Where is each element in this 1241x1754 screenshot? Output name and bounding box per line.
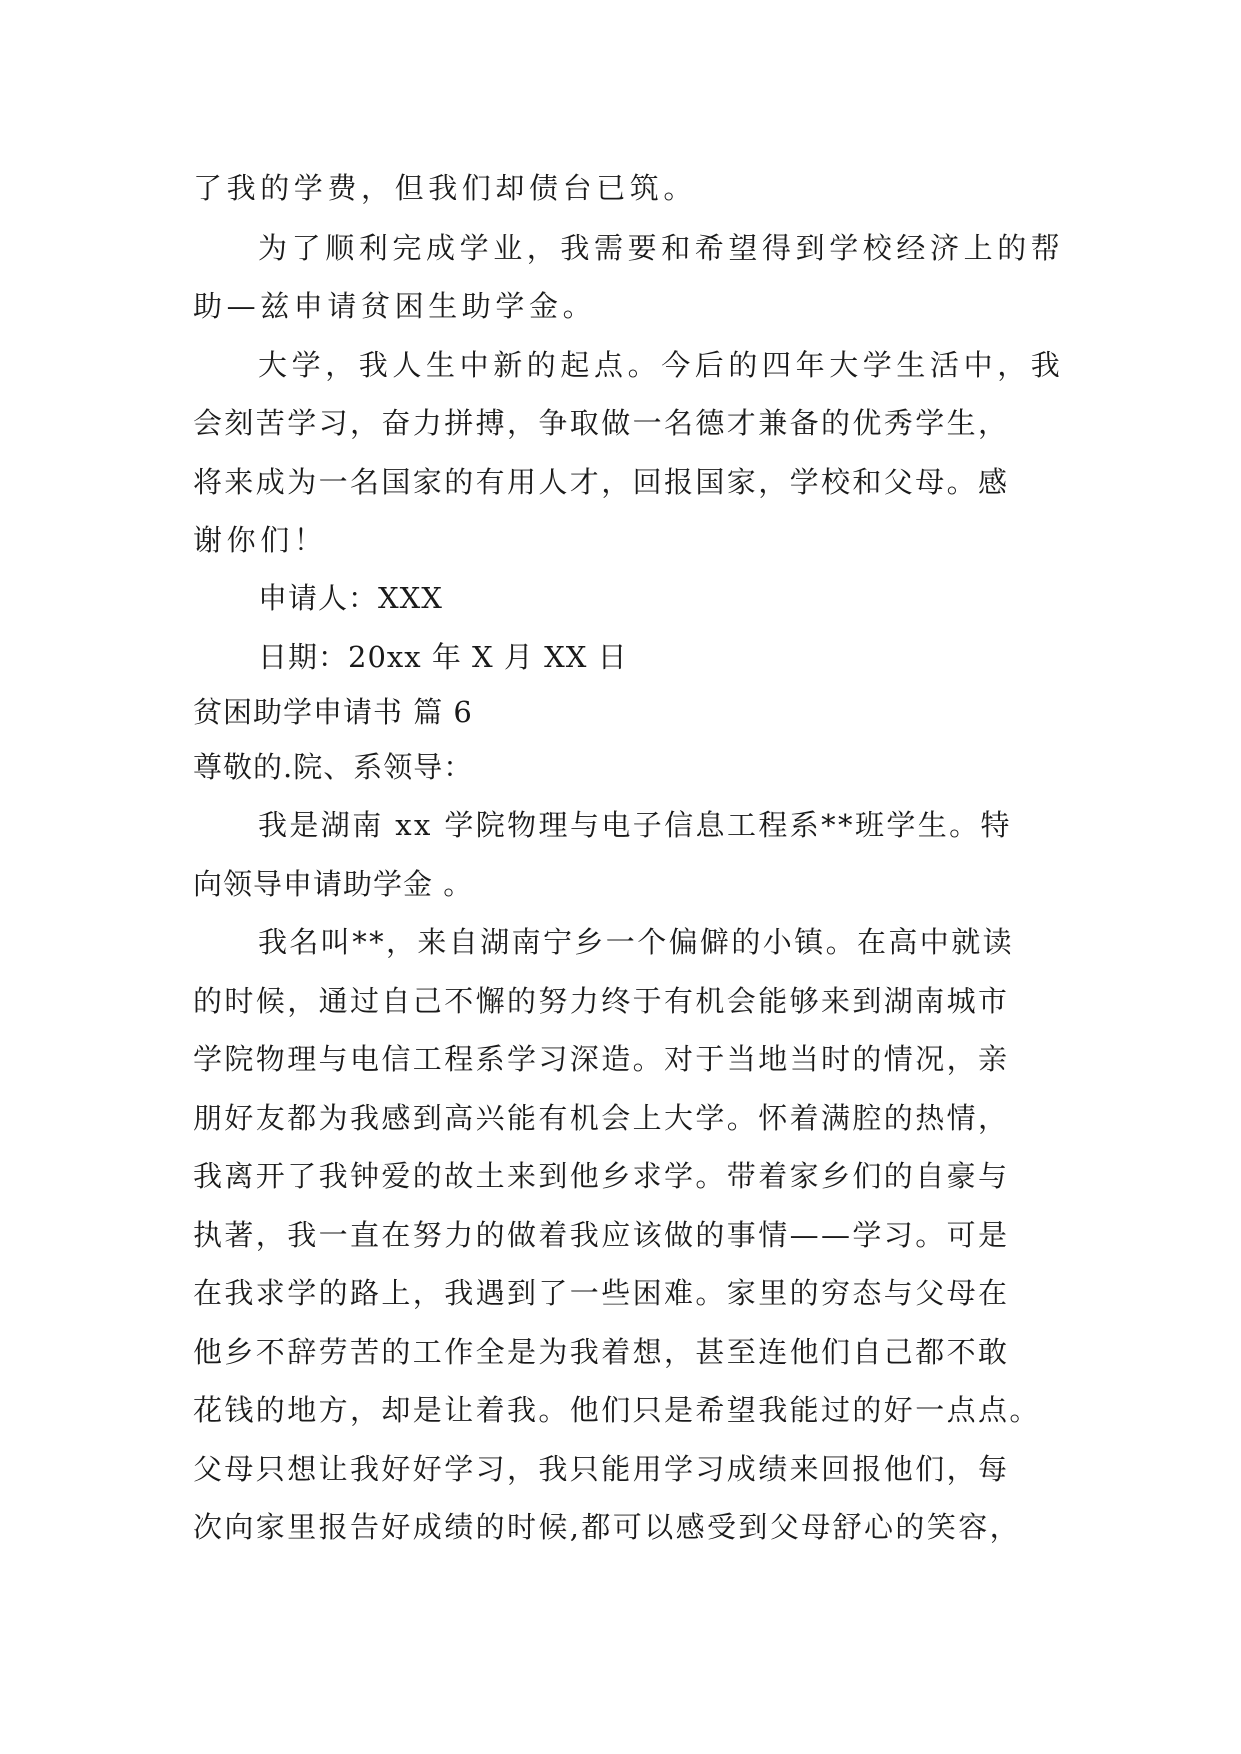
- paragraph-line: 我名叫**，来自湖南宁乡一个偏僻的小镇。在高中就读: [258, 925, 1015, 959]
- paragraph-line: 花钱的地方，却是让着我。他们只是希望我能过的好一点点。: [193, 1393, 1041, 1427]
- paragraph-line: 谢你们！: [193, 523, 328, 557]
- paragraph-line: 我是湖南 xx 学院物理与电子信息工程系**班学生。特: [258, 808, 1012, 842]
- paragraph-line: 为了顺利完成学业，我需要和希望得到学校经济上的帮: [258, 231, 1065, 265]
- paragraph-line: 助—兹申请贫困生助学金。: [193, 289, 597, 323]
- section-heading: 贫困助学申请书 篇 6: [193, 695, 473, 729]
- salutation: 尊敬的.院、系领导：: [193, 750, 474, 784]
- paragraph-line: 的时候，通过自己不懈的努力终于有机会能够来到湖南城市: [193, 984, 1010, 1018]
- paragraph-line: 父母只想让我好好学习，我只能用学习成绩来回报他们，每: [193, 1452, 1010, 1486]
- paragraph-line: 大学，我人生中新的起点。今后的四年大学生活中，我: [258, 348, 1065, 382]
- paragraph-line: 将来成为一名国家的有用人才，回报国家，学校和父母。感: [193, 465, 1010, 499]
- signature-date: 日期：20xx 年 X 月 XX 日: [258, 640, 628, 674]
- paragraph-line: 次向家里报告好成绩的时候,都可以感受到父母舒心的笑容，: [193, 1510, 1022, 1544]
- paragraph-line: 向领导申请助学金 。: [193, 867, 474, 901]
- paragraph-line: 了我的学费，但我们却债台已筑。: [193, 171, 698, 205]
- signature-applicant: 申请人：XXX: [258, 581, 443, 615]
- paragraph-line: 会刻苦学习，奋力拼搏，争取做一名德才兼备的优秀学生，: [193, 406, 1010, 440]
- paragraph-line: 他乡不辞劳苦的工作全是为我着想，甚至连他们自己都不敢: [193, 1335, 1010, 1369]
- paragraph-line: 在我求学的路上，我遇到了一些困难。家里的穷态与父母在: [193, 1276, 1010, 1310]
- paragraph-line: 执著，我一直在努力的做着我应该做的事情——学习。可是: [193, 1218, 1010, 1252]
- paragraph-line: 朋好友都为我感到高兴能有机会上大学。怀着满腔的热情，: [193, 1101, 1010, 1135]
- paragraph-line: 我离开了我钟爱的故土来到他乡求学。带着家乡们的自豪与: [193, 1159, 1010, 1193]
- paragraph-line: 学院物理与电信工程系学习深造。对于当地当时的情况，亲: [193, 1042, 1010, 1076]
